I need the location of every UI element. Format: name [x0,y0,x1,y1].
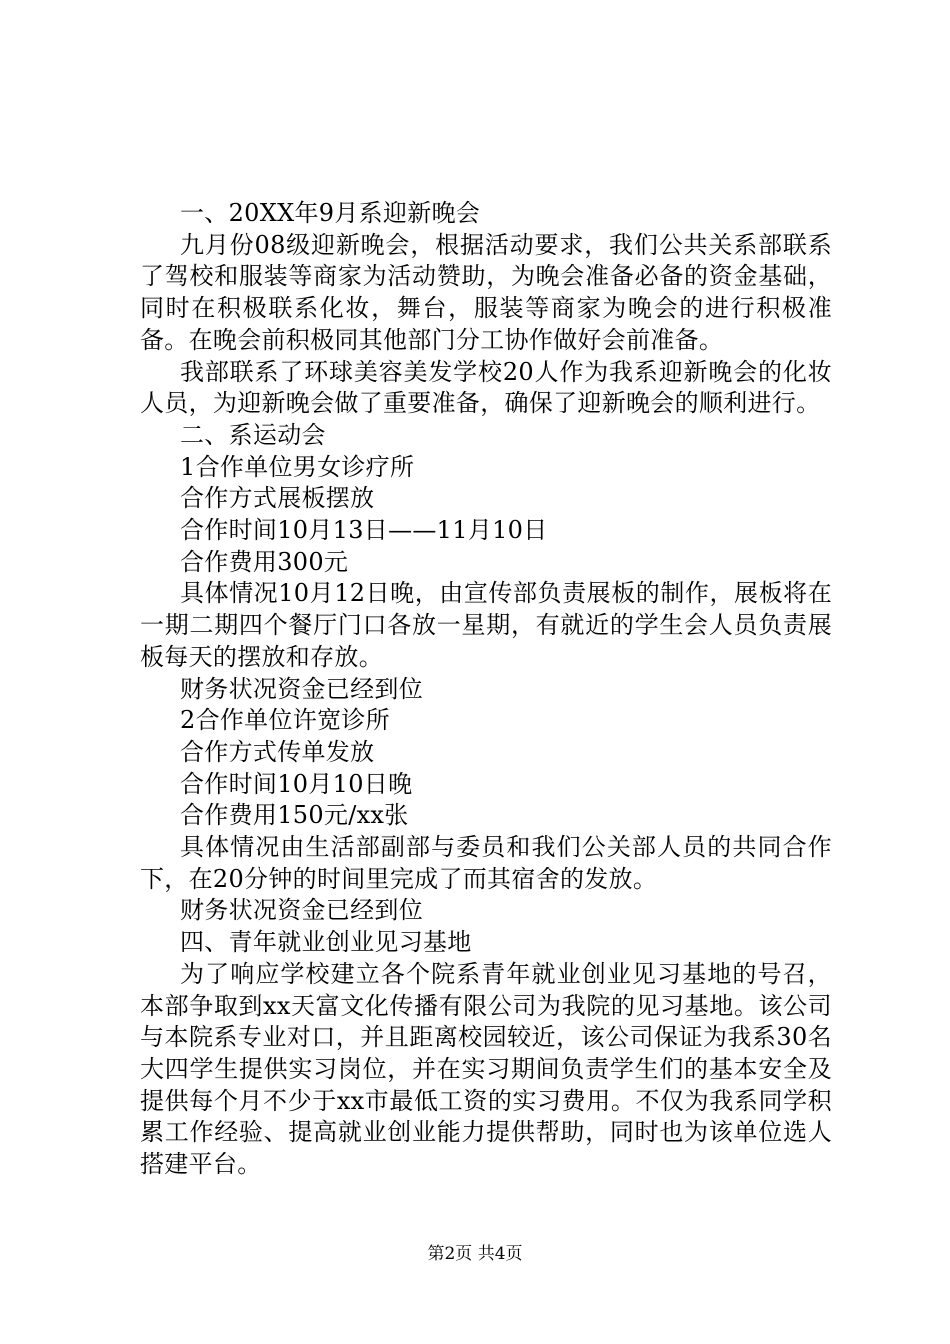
partner-1-details: 具体情况10月12日晚，由宣传部负责展板的制作，展板将在一期二期四个餐厅门口各放一星期，有就近的学生会人员负责展板每天的摆放和存放。 [140,579,832,671]
partner-1-cost: 合作费用300元 [180,547,349,576]
section-heading-welcome-party: 一、20XX年9月系迎新晚会 [180,199,481,227]
partner-2-time: 合作时间10月10日晚 [180,769,413,798]
document-body [140,198,832,1181]
page-footer: 第2页 共4页 [427,1244,523,1264]
partner-1-unit: 1合作单位男女诊疗所 [180,452,415,481]
partner-2-cost: 合作费用150元/xx张 [180,801,409,830]
partner-2-unit: 2合作单位许宽诊所 [180,706,390,735]
section-heading-sports-meet: 二、系运动会 [180,420,326,449]
partner-2-method: 合作方式传单发放 [180,737,375,766]
paragraph-internship-base: 为了响应学校建立各个院系青年就业创业见习基地的号召，本部争取到xx天富文化传播有限公司为我院的见习基地。该公司与本院系专业对口，并且距离校园较近，该公司保证为我系30名大四学生提供实习岗位，并在实习期间负责学生们的基本安全及提供每个月不少于xx市最低工资的实习费用。不仅为我系同学积累工作经验、提高就业创业能力提供帮助，同时也为该单位选人搭建平台。 [140,959,832,1179]
paragraph-welcome-party-sponsors: 九月份08级迎新晚会，根据活动要求，我们公共关系部联系了驾校和服装等商家为活动赞助，为晚会准备必备的资金基础，同时在积极联系化妆，舞台，服装等商家为晚会的进行积极准备。在晚会前积极同其他部门分工协作做好会前准备。 [140,230,832,354]
partner-1-finance: 财务状况资金已经到位 [180,674,423,703]
partner-1-method: 合作方式展板摆放 [180,484,375,513]
partner-2-details: 具体情况由生活部副部与委员和我们公关部人员的共同合作下，在20分钟的时间里完成了而其宿舍的发放。 [140,833,832,893]
partner-1-time: 合作时间10月13日——11月10日 [180,516,548,545]
paragraph-makeup-staff: 我部联系了环球美容美发学校20人作为我系迎新晚会的化妆人员，为迎新晚会做了重要准备，确保了迎新晚会的顺利进行。 [140,357,832,418]
partner-2-finance: 财务状况资金已经到位 [180,896,423,925]
section-heading-internship-base: 四、青年就业创业见习基地 [180,928,472,957]
